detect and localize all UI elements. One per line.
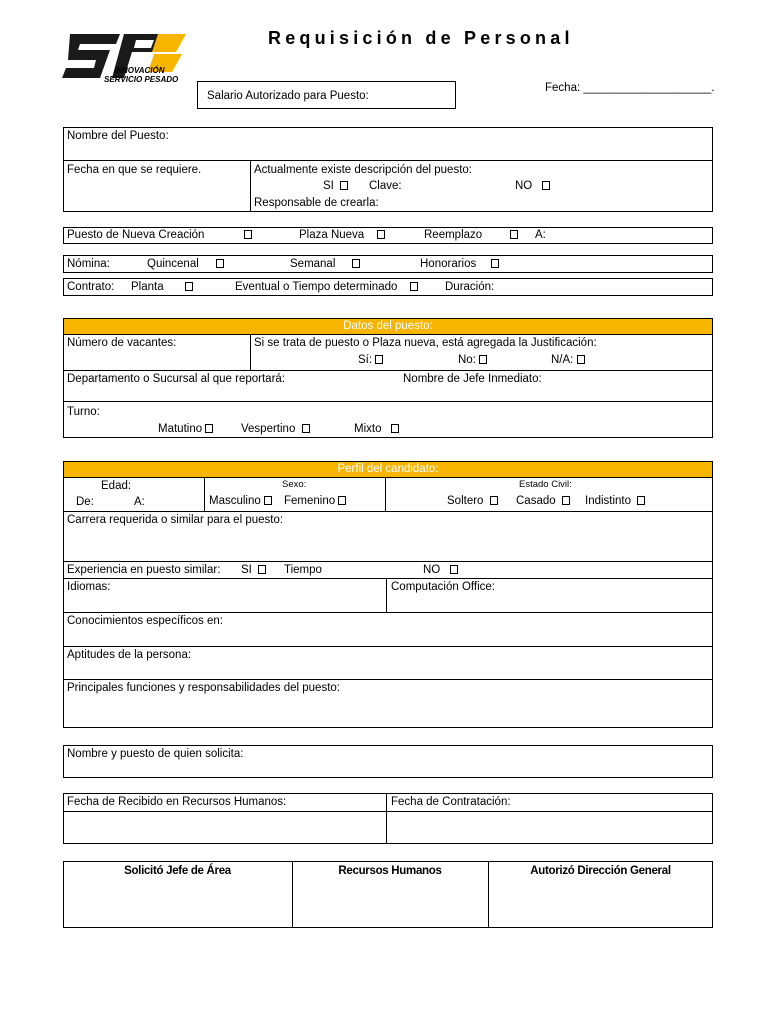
company-logo xyxy=(58,28,188,90)
age-label: Edad: xyxy=(101,480,132,492)
sign-hr: Recursos Humanos xyxy=(338,865,442,877)
new-post-checkbox[interactable] xyxy=(244,230,252,239)
fees-checkbox[interactable] xyxy=(491,259,499,268)
career-label: Carrera requerida o similar para el puesto: xyxy=(67,514,284,526)
new-post-label: Puesto de Nueva Creación xyxy=(67,229,205,241)
exp-no-checkbox[interactable] xyxy=(450,565,458,574)
logo-line1: INNOVACIÓN xyxy=(114,66,165,75)
morning-label: Matutino xyxy=(158,423,203,435)
married-checkbox[interactable] xyxy=(562,496,570,505)
single-label: Soltero xyxy=(447,495,484,507)
replacement-to-label: A: xyxy=(535,229,546,241)
age-to-label: A: xyxy=(134,496,145,508)
single-checkbox[interactable] xyxy=(490,496,498,505)
male-label: Masculino xyxy=(209,495,261,507)
just-yes-checkbox[interactable] xyxy=(375,355,383,364)
date-field[interactable]: Fecha: ____________________. xyxy=(545,82,715,94)
evening-label: Vespertino xyxy=(241,423,296,435)
just-na-option[interactable] xyxy=(551,354,585,367)
exp-si-checkbox[interactable] xyxy=(258,565,266,574)
hiring-date-field[interactable] xyxy=(387,812,712,843)
shift-label: Turno: xyxy=(67,406,100,418)
evening-option[interactable] xyxy=(241,423,310,436)
civil-label: Estado Civil: xyxy=(519,479,572,490)
functions-label: Principales funciones y responsabilidades del puesto: xyxy=(67,682,340,694)
morning-checkbox[interactable] xyxy=(205,424,213,433)
desc-no-label: NO xyxy=(515,180,533,192)
male-option[interactable] xyxy=(209,495,272,508)
replacement-label: Reemplazo xyxy=(424,229,483,241)
perfil-band: Perfil del candidato: xyxy=(63,461,713,477)
fees-label: Honorarios xyxy=(420,258,477,270)
female-option[interactable] xyxy=(284,495,346,508)
sign-director: Autorizó Dirección General xyxy=(530,865,671,877)
justification-label: Si se trata de puesto o Plaza nueva, está agregada la Justificación: xyxy=(254,337,597,349)
hr-received-field[interactable] xyxy=(64,812,386,843)
vacancies-label: Número de vacantes: xyxy=(67,337,177,349)
exp-si-option[interactable] xyxy=(241,564,266,577)
page-title: Requisición de Personal xyxy=(268,28,574,48)
single-option[interactable] xyxy=(447,495,498,508)
just-na-label: N/A: xyxy=(551,354,574,366)
morning-option[interactable] xyxy=(158,423,213,436)
clave-label: Clave: xyxy=(369,180,402,192)
plant-checkbox[interactable] xyxy=(185,282,193,291)
any-label: Indistinto xyxy=(585,495,632,507)
any-checkbox[interactable] xyxy=(637,496,645,505)
knowledge-label: Conocimientos específicos en: xyxy=(67,615,223,627)
female-checkbox[interactable] xyxy=(338,496,346,505)
desc-si-label: SI xyxy=(323,180,334,192)
desc-no-option[interactable] xyxy=(515,180,550,193)
weekly-label: Semanal xyxy=(290,258,336,270)
mixed-checkbox[interactable] xyxy=(391,424,399,433)
duration-label: Duración: xyxy=(445,281,495,293)
hr-received-label: Fecha de Recibido en Recursos Humanos: xyxy=(67,796,287,808)
female-label: Femenino xyxy=(284,495,336,507)
required-date-label: Fecha en que se requiere. xyxy=(67,164,202,176)
desc-exists-label: Actualmente existe descripción del puesto: xyxy=(254,164,472,176)
replacement-checkbox[interactable] xyxy=(510,230,518,239)
age-from-label: De: xyxy=(76,496,94,508)
male-checkbox[interactable] xyxy=(264,496,272,505)
position-name-label: Nombre del Puesto: xyxy=(67,130,169,142)
logo-line2: SERVICIO PESADO xyxy=(104,75,179,84)
married-option[interactable] xyxy=(516,495,570,508)
biweekly-checkbox[interactable] xyxy=(216,259,224,268)
just-yes-option[interactable] xyxy=(358,354,383,367)
desc-si-checkbox[interactable] xyxy=(340,181,348,190)
just-na-checkbox[interactable] xyxy=(577,355,585,364)
any-option[interactable] xyxy=(585,495,645,508)
department-label: Departamento o Sucursal al que reportará: xyxy=(67,373,285,385)
salary-label: Salario Autorizado para Puesto: xyxy=(207,90,369,102)
desc-si-option[interactable] xyxy=(323,180,348,193)
aptitudes-label: Aptitudes de la persona: xyxy=(67,649,192,661)
just-no-option[interactable] xyxy=(458,354,487,367)
biweekly-label: Quincenal xyxy=(147,258,199,270)
responsible-label: Responsable de crearla: xyxy=(254,197,379,209)
just-yes-label: Sí: xyxy=(358,354,373,366)
temporary-checkbox[interactable] xyxy=(410,282,418,291)
new-slot-checkbox[interactable] xyxy=(377,230,385,239)
experience-label: Experiencia en puesto similar: xyxy=(67,564,221,576)
just-no-checkbox[interactable] xyxy=(479,355,487,364)
evening-checkbox[interactable] xyxy=(302,424,310,433)
exp-si-label: SI xyxy=(241,564,252,576)
office-label: Computación Office: xyxy=(391,581,495,593)
new-slot-label: Plaza Nueva xyxy=(299,229,365,241)
desc-no-checkbox[interactable] xyxy=(542,181,550,190)
requester-label: Nombre y puesto de quien solicita: xyxy=(67,748,244,760)
exp-no-label: NO xyxy=(423,564,441,576)
exp-no-option[interactable] xyxy=(423,564,458,577)
just-no-label: No: xyxy=(458,354,476,366)
sex-label: Sexo: xyxy=(282,479,307,490)
temporary-label: Eventual o Tiempo determinado xyxy=(235,281,398,293)
languages-label: Idiomas: xyxy=(67,581,111,593)
weekly-checkbox[interactable] xyxy=(352,259,360,268)
mixed-option[interactable] xyxy=(354,423,399,436)
datos-band: Datos del puesto: xyxy=(63,318,713,334)
contract-label: Contrato: xyxy=(67,281,115,293)
sign-area-head: Solicitó Jefe de Área xyxy=(124,865,231,877)
hiring-date-label: Fecha de Contratación: xyxy=(391,796,511,808)
plant-label: Planta xyxy=(131,281,164,293)
payroll-label: Nómina: xyxy=(67,258,110,270)
time-label: Tiempo xyxy=(284,564,322,576)
boss-label: Nombre de Jefe Inmediato: xyxy=(403,373,542,385)
mixed-label: Mixto xyxy=(354,423,382,435)
married-label: Casado xyxy=(516,495,556,507)
